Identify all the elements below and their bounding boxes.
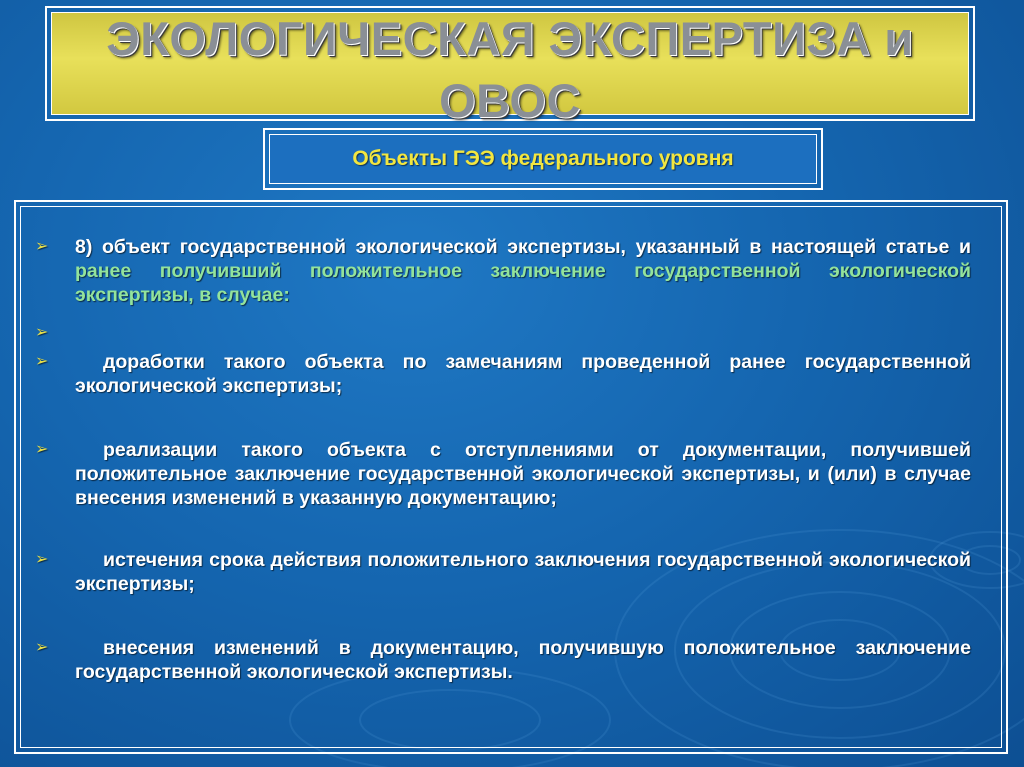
arrow-bullet-icon: ➢ [35,324,49,341]
list-item [35,636,971,684]
arrow-bullet-icon: ➢ [35,639,49,656]
item-text: доработки такого объекта по замечаниям проведенной ранее государственной экологической экспертизы; [75,351,971,397]
list-item [35,321,971,345]
arrow-bullet-icon: ➢ [35,441,49,458]
title-banner [51,11,969,127]
title-frame [45,6,975,127]
arrow-bullet-icon: ➢ [35,238,49,255]
content-frame [14,200,1008,754]
content-panel [20,206,1002,748]
subtitle-frame [263,128,823,190]
item-text: 8) объект государственной экологической экспертизы, указанный в настоящей статье и [75,236,971,258]
item-text: реализации такого объекта с отступлениями от документации, получившей положительное заключение государственной экологической экспертизы, и (или) в случае внесения изменений в указанную документацию; [75,439,971,509]
bullet-list [35,235,971,684]
list-item [35,548,971,596]
item-text: истечения срока действия положительного заключения государственной экологической экспертизы; [75,549,971,595]
arrow-bullet-icon: ➢ [35,353,49,370]
item-highlight-text: ранее получивший положительное заключение государственной экологической экспертизы, в случае: [75,260,971,306]
item-text: внесения изменений в документацию, получившую положительное заключение государственной экологической экспертизы. [75,637,971,683]
list-item [35,235,971,307]
arrow-bullet-icon: ➢ [35,551,49,568]
title-line-1: ЭКОЛОГИЧЕСКАЯ ЭКСПЕРТИЗА и [106,11,914,65]
title-line-2: ОВОС [439,73,581,127]
subtitle-panel [269,134,817,184]
list-item [35,350,971,398]
subtitle-text: Объекты ГЭЭ федерального уровня [352,147,734,170]
list-item [35,438,971,510]
